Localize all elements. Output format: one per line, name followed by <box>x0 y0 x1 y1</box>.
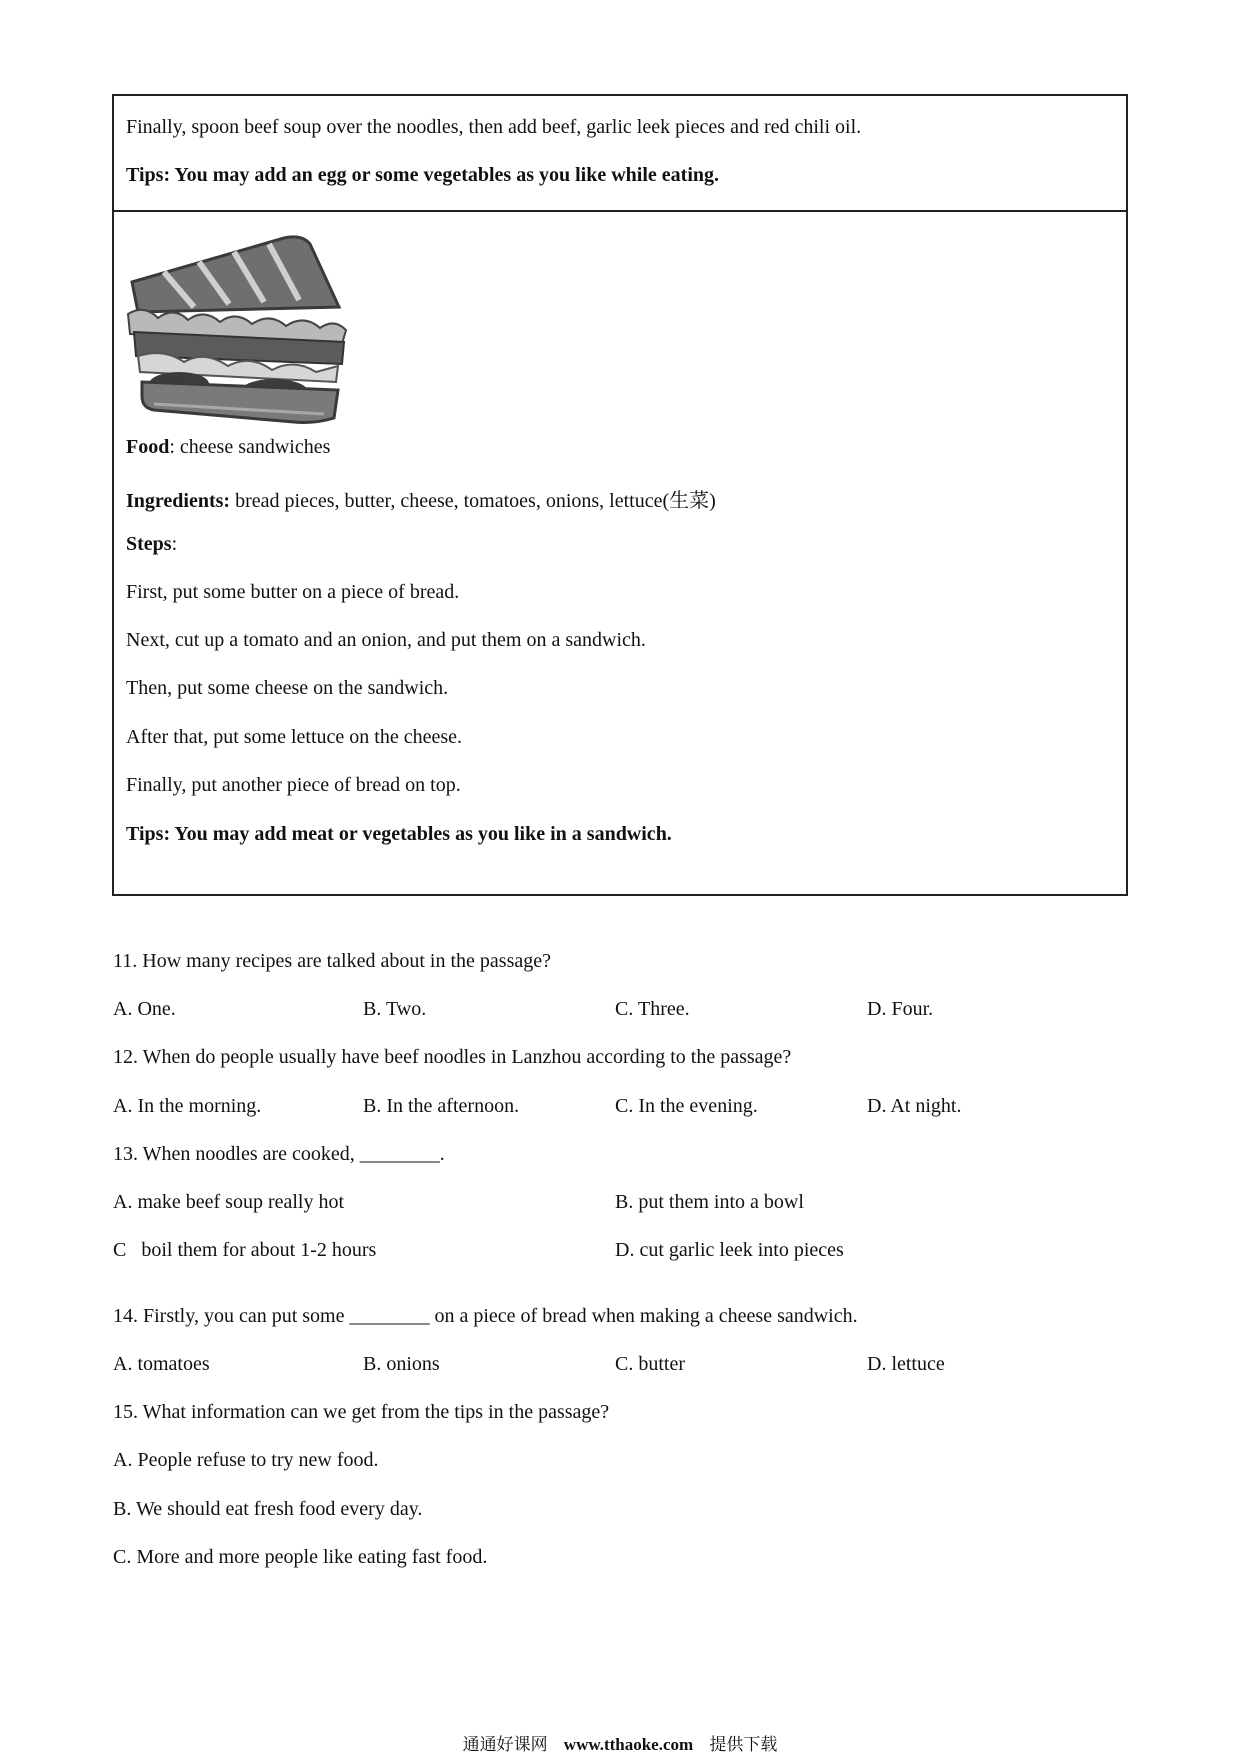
question-15: 15. What information can we get from the tips in the passage? <box>113 1401 610 1423</box>
steps-heading <box>126 533 177 556</box>
q12-option-c: C. In the evening. <box>615 1095 758 1117</box>
food-line <box>126 436 330 459</box>
ingredients-value: bread pieces, butter, cheese, tomatoes, onions, lettuce(生菜) <box>230 490 716 512</box>
q11-option-d: D. Four. <box>867 998 934 1020</box>
question-13: 13. When noodles are cooked, ________. <box>113 1143 445 1165</box>
question-12: 12. When do people usually have beef noodles in Lanzhou according to the passage? <box>113 1046 792 1068</box>
recipe-box-cheese-sandwich <box>112 210 1128 896</box>
page-footer <box>0 1730 1240 1755</box>
footer-site-name: 通通好课网 <box>462 1735 548 1755</box>
step-1: First, put some butter on a piece of bread. <box>126 581 460 603</box>
q12-option-a: A. In the morning. <box>113 1095 262 1117</box>
ingredients-label: Ingredients: <box>126 490 231 512</box>
q13-option-a: A. make beef soup really hot <box>113 1191 345 1213</box>
q11-option-b: B. Two. <box>363 998 427 1020</box>
q11-option-a: A. One. <box>113 998 176 1020</box>
q13-option-c: C boil them for about 1-2 hours <box>113 1239 377 1261</box>
q15-option-a: A. People refuse to try new food. <box>113 1449 379 1471</box>
q13-option-b: B. put them into a bowl <box>615 1191 804 1213</box>
question-11: 11. How many recipes are talked about in the passage? <box>113 950 551 972</box>
question-14: 14. Firstly, you can put some ________ on a piece of bread when making a cheese sandwich. <box>113 1305 858 1327</box>
recipe-box-beef-noodles <box>112 94 1128 212</box>
footer-url[interactable]: www.tthaoke.com <box>563 1735 694 1754</box>
noodles-tips: Tips: You may add an egg or some vegetables as you like while eating. <box>126 164 719 186</box>
q14-option-b: B. onions <box>363 1353 440 1375</box>
food-value: : cheese sandwiches <box>169 436 331 458</box>
q14-option-c: C. butter <box>615 1353 685 1375</box>
steps-colon: : <box>171 533 178 555</box>
noodles-final-step: Finally, spoon beef soup over the noodles, then add beef, garlic leek pieces and red chili oil. <box>126 116 862 138</box>
step-3: Then, put some cheese on the sandwich. <box>126 677 449 699</box>
steps-label: Steps <box>126 533 172 555</box>
q15-option-c: C. More and more people like eating fast food. <box>113 1546 488 1568</box>
q12-option-b: B. In the afternoon. <box>363 1095 520 1117</box>
q11-option-c: C. Three. <box>615 998 690 1020</box>
food-label: Food <box>126 436 170 458</box>
q12-option-d: D. At night. <box>867 1095 962 1117</box>
step-4: After that, put some lettuce on the cheese. <box>126 726 462 748</box>
q15-option-b: B. We should eat fresh food every day. <box>113 1498 423 1520</box>
ingredients-line <box>126 484 716 513</box>
q13-option-d: D. cut garlic leek into pieces <box>615 1239 844 1261</box>
q14-option-d: D. lettuce <box>867 1353 945 1375</box>
step-2: Next, cut up a tomato and an onion, and put them on a sandwich. <box>126 629 646 651</box>
step-5: Finally, put another piece of bread on top. <box>126 774 461 796</box>
sandwich-illustration <box>124 232 349 427</box>
sandwich-tips: Tips: You may add meat or vegetables as you like in a sandwich. <box>126 823 672 845</box>
q14-option-a: A. tomatoes <box>113 1353 210 1375</box>
footer-download-text: 提供下载 <box>709 1735 778 1755</box>
